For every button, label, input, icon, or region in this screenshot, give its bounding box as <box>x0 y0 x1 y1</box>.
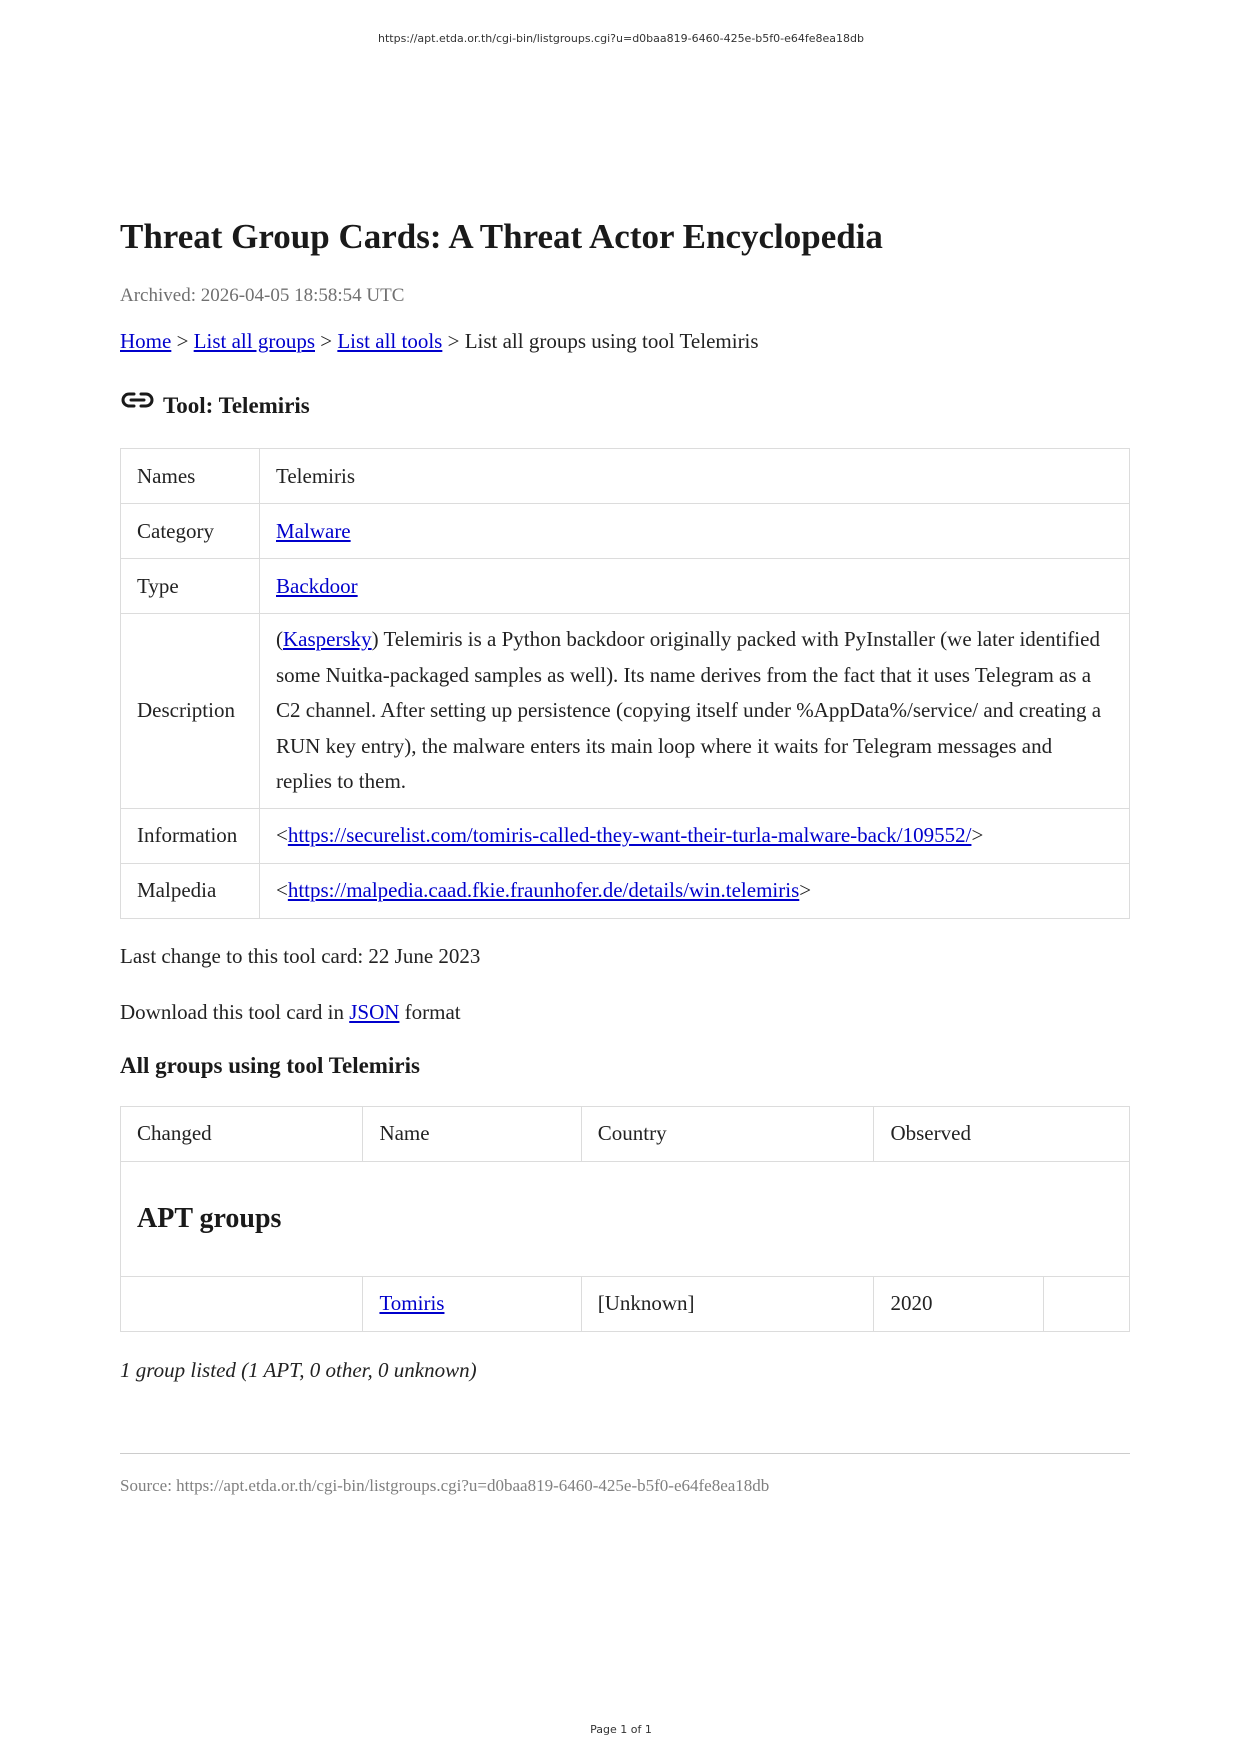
malpedia-link[interactable]: https://malpedia.caad.fkie.fraunhofer.de/details/win.telemiris <box>287 878 800 902</box>
section-row <box>121 1161 1130 1276</box>
download-prefix: Download this tool card in <box>120 999 350 1024</box>
row-extra <box>1044 1276 1130 1331</box>
table-row <box>121 504 1130 559</box>
groups-summary: 1 group listed (1 APT, 0 other, 0 unknown) <box>120 1357 477 1382</box>
row-changed <box>121 1276 363 1331</box>
breadcrumb-separator: > <box>320 329 333 353</box>
download-line <box>120 1000 1130 1025</box>
description-label: Description <box>121 614 260 809</box>
type-cell <box>260 559 1130 614</box>
table-row <box>121 614 1130 809</box>
json-download-link[interactable]: JSON <box>349 999 400 1024</box>
breadcrumb <box>120 329 1130 354</box>
last-change-text: Last change to this tool card: 22 June 2023 <box>120 943 481 968</box>
tool-heading-text: Tool: Telemiris <box>163 393 310 418</box>
archived-timestamp: Archived: 2026-04-05 18:58:54 UTC <box>120 285 405 306</box>
information-link[interactable]: https://securelist.com/tomiris-called-they-want-their-turla-malware-back/109552/ <box>287 823 972 847</box>
main-content <box>120 212 1130 1496</box>
breadcrumb-list-tools-link[interactable]: List all tools <box>337 329 443 353</box>
type-link[interactable]: Backdoor <box>276 573 358 598</box>
column-header-country: Country <box>581 1106 874 1161</box>
tool-heading <box>120 389 1130 419</box>
table-row <box>121 449 1130 504</box>
angle-close: > <box>799 878 812 902</box>
table-row <box>121 559 1130 614</box>
names-value: Telemiris <box>260 449 1130 504</box>
information-label: Information <box>121 808 260 863</box>
description-cell <box>260 614 1130 809</box>
table-row <box>121 1276 1130 1331</box>
breadcrumb-list-groups-link[interactable]: List all groups <box>193 329 315 353</box>
table-row <box>121 808 1130 863</box>
source-url: Source: https://apt.etda.or.th/cgi-bin/listgroups.cgi?u=d0baa819-6460-425e-b5f0-e64fe8ea18db <box>120 1475 770 1495</box>
row-country: [Unknown] <box>581 1276 874 1331</box>
download-suffix: format <box>399 999 461 1024</box>
row-observed: 2020 <box>874 1276 1044 1331</box>
breadcrumb-separator: > <box>447 329 460 353</box>
group-link-tomiris[interactable]: Tomiris <box>379 1291 445 1315</box>
names-label: Names <box>121 449 260 504</box>
groups-heading: All groups using tool Telemiris <box>120 1052 420 1078</box>
kaspersky-link[interactable]: Kaspersky <box>283 627 372 651</box>
breadcrumb-current: List all groups using tool Telemiris <box>464 329 759 353</box>
category-label: Category <box>121 504 260 559</box>
column-header-changed: Changed <box>121 1106 363 1161</box>
row-name-cell <box>363 1276 581 1331</box>
description-open-paren: ( <box>276 627 283 651</box>
angle-close: > <box>971 823 984 847</box>
category-link[interactable]: Malware <box>276 518 351 543</box>
information-cell <box>260 808 1130 863</box>
category-cell <box>260 504 1130 559</box>
type-label: Type <box>121 559 260 614</box>
angle-open: < <box>276 878 288 902</box>
page-number: Page 1 of 1 <box>590 1723 652 1736</box>
link-icon <box>120 389 155 411</box>
malpedia-cell <box>260 863 1130 918</box>
print-header-url: https://apt.etda.or.th/cgi-bin/listgroups.cgi?u=d0baa819-6460-425e-b5f0-e64fe8ea18db <box>377 32 864 45</box>
malpedia-label: Malpedia <box>121 863 260 918</box>
column-header-name: Name <box>363 1106 581 1161</box>
section-title: APT groups <box>137 1202 282 1234</box>
page-title: Threat Group Cards: A Threat Actor Encyclopedia <box>120 217 883 256</box>
column-header-observed: Observed <box>874 1106 1130 1161</box>
description-text: ) Telemiris is a Python backdoor originally packed with PyInstaller (we later identified some Nuitka-packaged samples as well). Its name derives from the fact that it uses Telegram as a C2 channel. After setting up persistence (copying itself under %AppData%/service/ and creating a RUN key entry), the malware enters its main loop where it waits for Telegram messages and replies to them. <box>276 627 1102 793</box>
table-header-row <box>121 1106 1130 1161</box>
breadcrumb-home-link[interactable]: Home <box>120 329 172 353</box>
divider <box>120 1453 1130 1454</box>
groups-table <box>120 1106 1130 1332</box>
tool-info-table <box>120 448 1130 919</box>
section-cell <box>121 1161 1130 1276</box>
breadcrumb-separator: > <box>176 329 189 353</box>
table-row <box>121 863 1130 918</box>
angle-open: < <box>276 823 288 847</box>
